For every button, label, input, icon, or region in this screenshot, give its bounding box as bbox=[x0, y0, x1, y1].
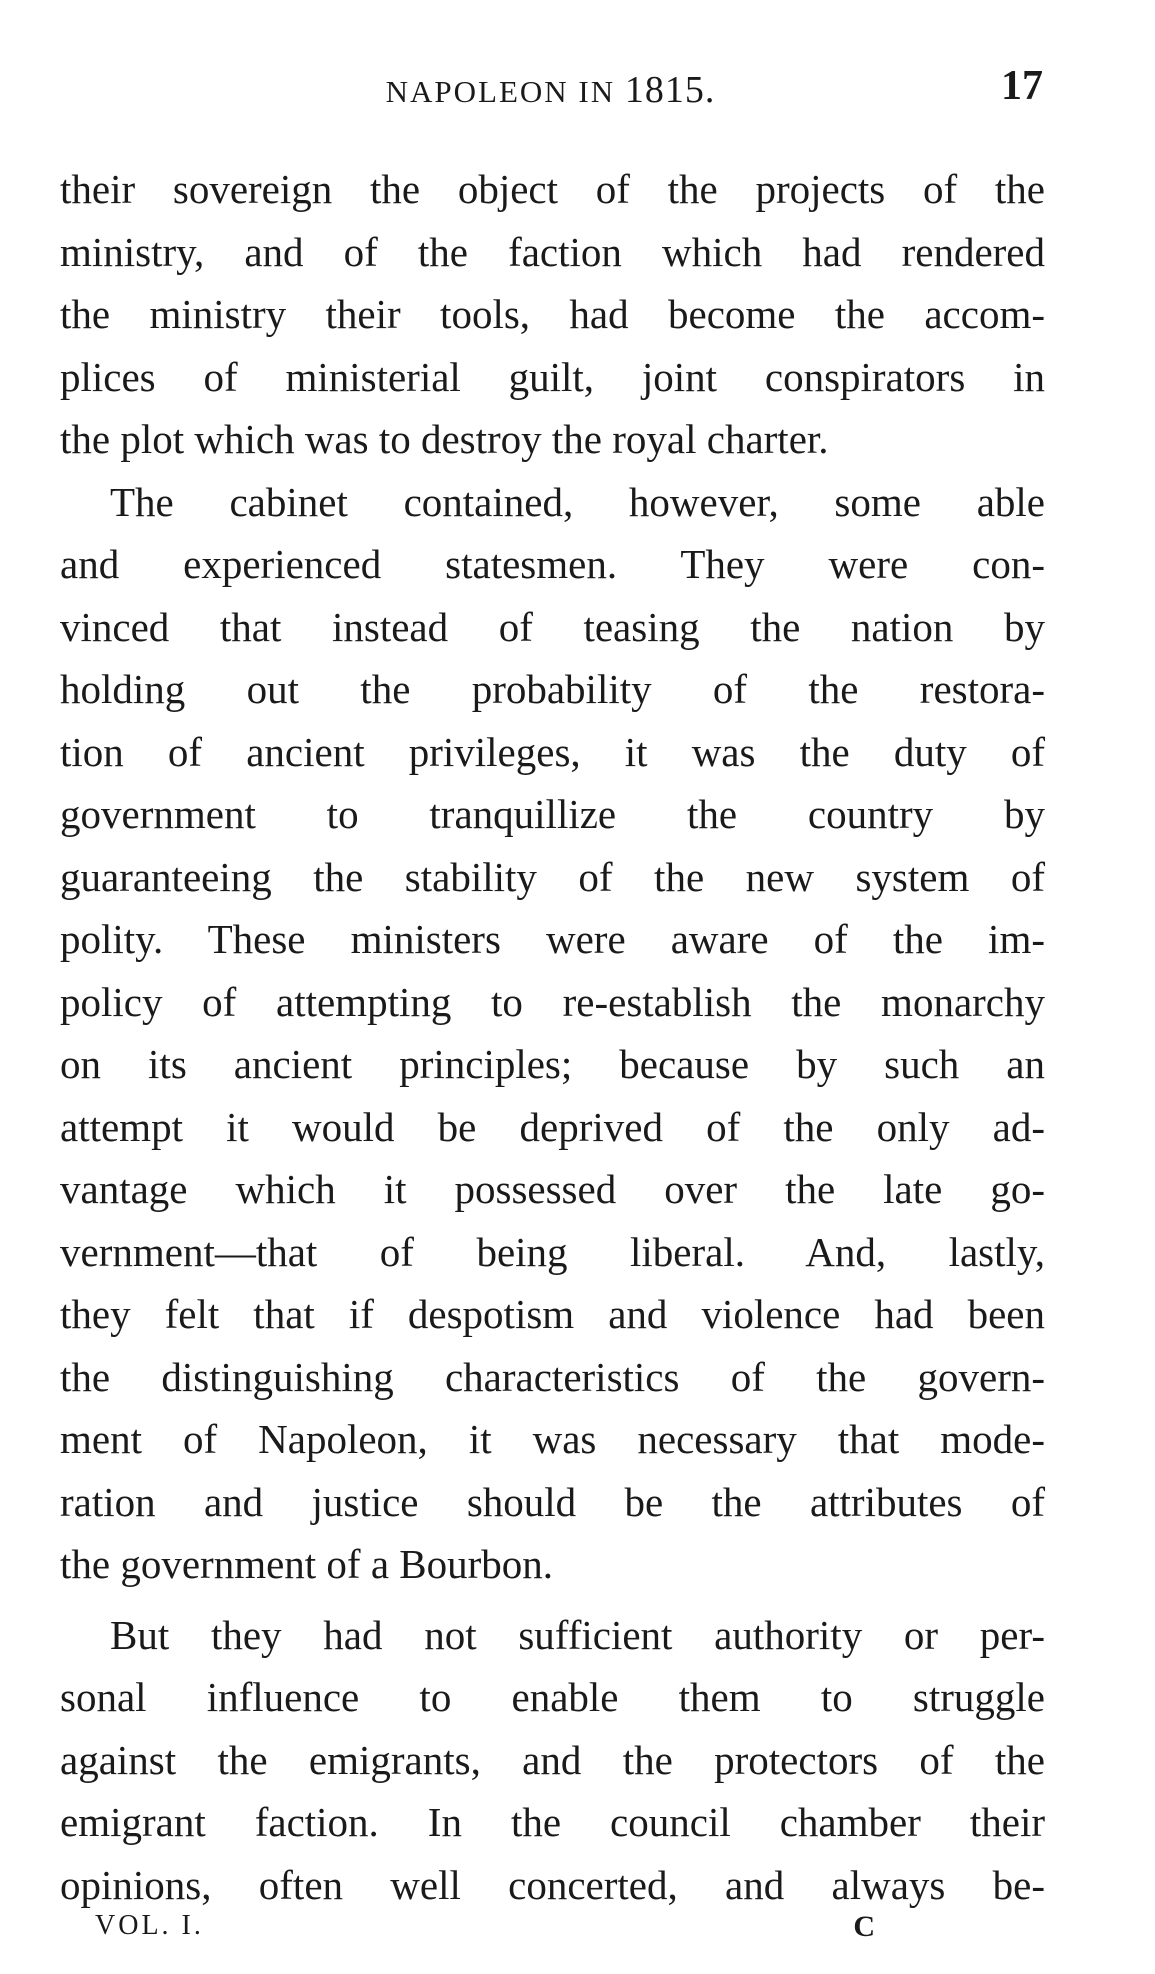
text-line: the government of a Bourbon. bbox=[60, 1541, 554, 1587]
text-line: vernment—that of being liberal. And, lastly, bbox=[60, 1228, 1045, 1275]
text-line: they felt that if despotism and violence had been bbox=[60, 1291, 1045, 1337]
page-number: 17 bbox=[1001, 63, 1043, 109]
text-line: their sovereign the object of the projects of the bbox=[60, 166, 1045, 212]
text-line: plices of ministerial guilt, joint conspirators in bbox=[60, 353, 1045, 400]
text-line: the plot which was to destroy the royal charter. bbox=[60, 416, 829, 462]
text-line: against the emigrants, and the protectors of the bbox=[60, 1736, 1045, 1783]
text-line: emigrant faction. In the council chamber their bbox=[60, 1799, 1045, 1845]
running-title bbox=[58, 68, 1043, 112]
text-line: opinions, often well concerted, and always be- bbox=[60, 1861, 1045, 1908]
text-line: ministry, and of the faction which had rendered bbox=[60, 228, 1045, 275]
signature-mark: C bbox=[853, 1910, 875, 1943]
text-line: policy of attempting to re-establish the monarchy bbox=[60, 978, 1045, 1025]
body-text bbox=[60, 158, 1045, 1916]
text-line: ment of Napoleon, it was necessary that mode- bbox=[60, 1416, 1045, 1462]
text-line: on its ancient principles; because by such an bbox=[60, 1041, 1045, 1087]
text-line: the distinguishing characteristics of the govern- bbox=[60, 1353, 1045, 1400]
running-head bbox=[58, 62, 1043, 112]
text-line: sonal influence to enable them to struggle bbox=[60, 1674, 1045, 1720]
paragraph-3 bbox=[60, 1604, 1045, 1917]
running-title-text: NAPOLEON IN bbox=[385, 74, 616, 109]
running-title-year: 1815. bbox=[624, 69, 716, 111]
text-line: the ministry their tools, had become the accom- bbox=[60, 291, 1045, 337]
text-line: holding out the probability of the restora- bbox=[60, 666, 1045, 712]
text-line: attempt it would be deprived of the only ad- bbox=[60, 1103, 1045, 1150]
paragraph-gap bbox=[60, 1596, 1045, 1604]
text-line: ration and justice should be the attributes of bbox=[60, 1478, 1045, 1525]
text-line: and experienced statesmen. They were con- bbox=[60, 541, 1045, 587]
text-line: polity. These ministers were aware of the im- bbox=[60, 916, 1045, 962]
text-line: The cabinet contained, however, some able bbox=[110, 478, 1045, 525]
text-line: vantage which it possessed over the late go- bbox=[60, 1166, 1045, 1212]
text-line: But they had not sufficient authority or per- bbox=[110, 1611, 1045, 1658]
paragraph-1 bbox=[60, 158, 1045, 471]
page-footer bbox=[95, 1910, 875, 1950]
volume-label: VOL. I. bbox=[95, 1910, 204, 1941]
text-line: vinced that instead of teasing the nation by bbox=[60, 603, 1045, 650]
text-line: guaranteeing the stability of the new system of bbox=[60, 853, 1045, 900]
paragraph-2 bbox=[60, 471, 1045, 1596]
text-line: government to tranquillize the country by bbox=[60, 791, 1045, 837]
text-line: tion of ancient privileges, it was the duty of bbox=[60, 728, 1045, 775]
